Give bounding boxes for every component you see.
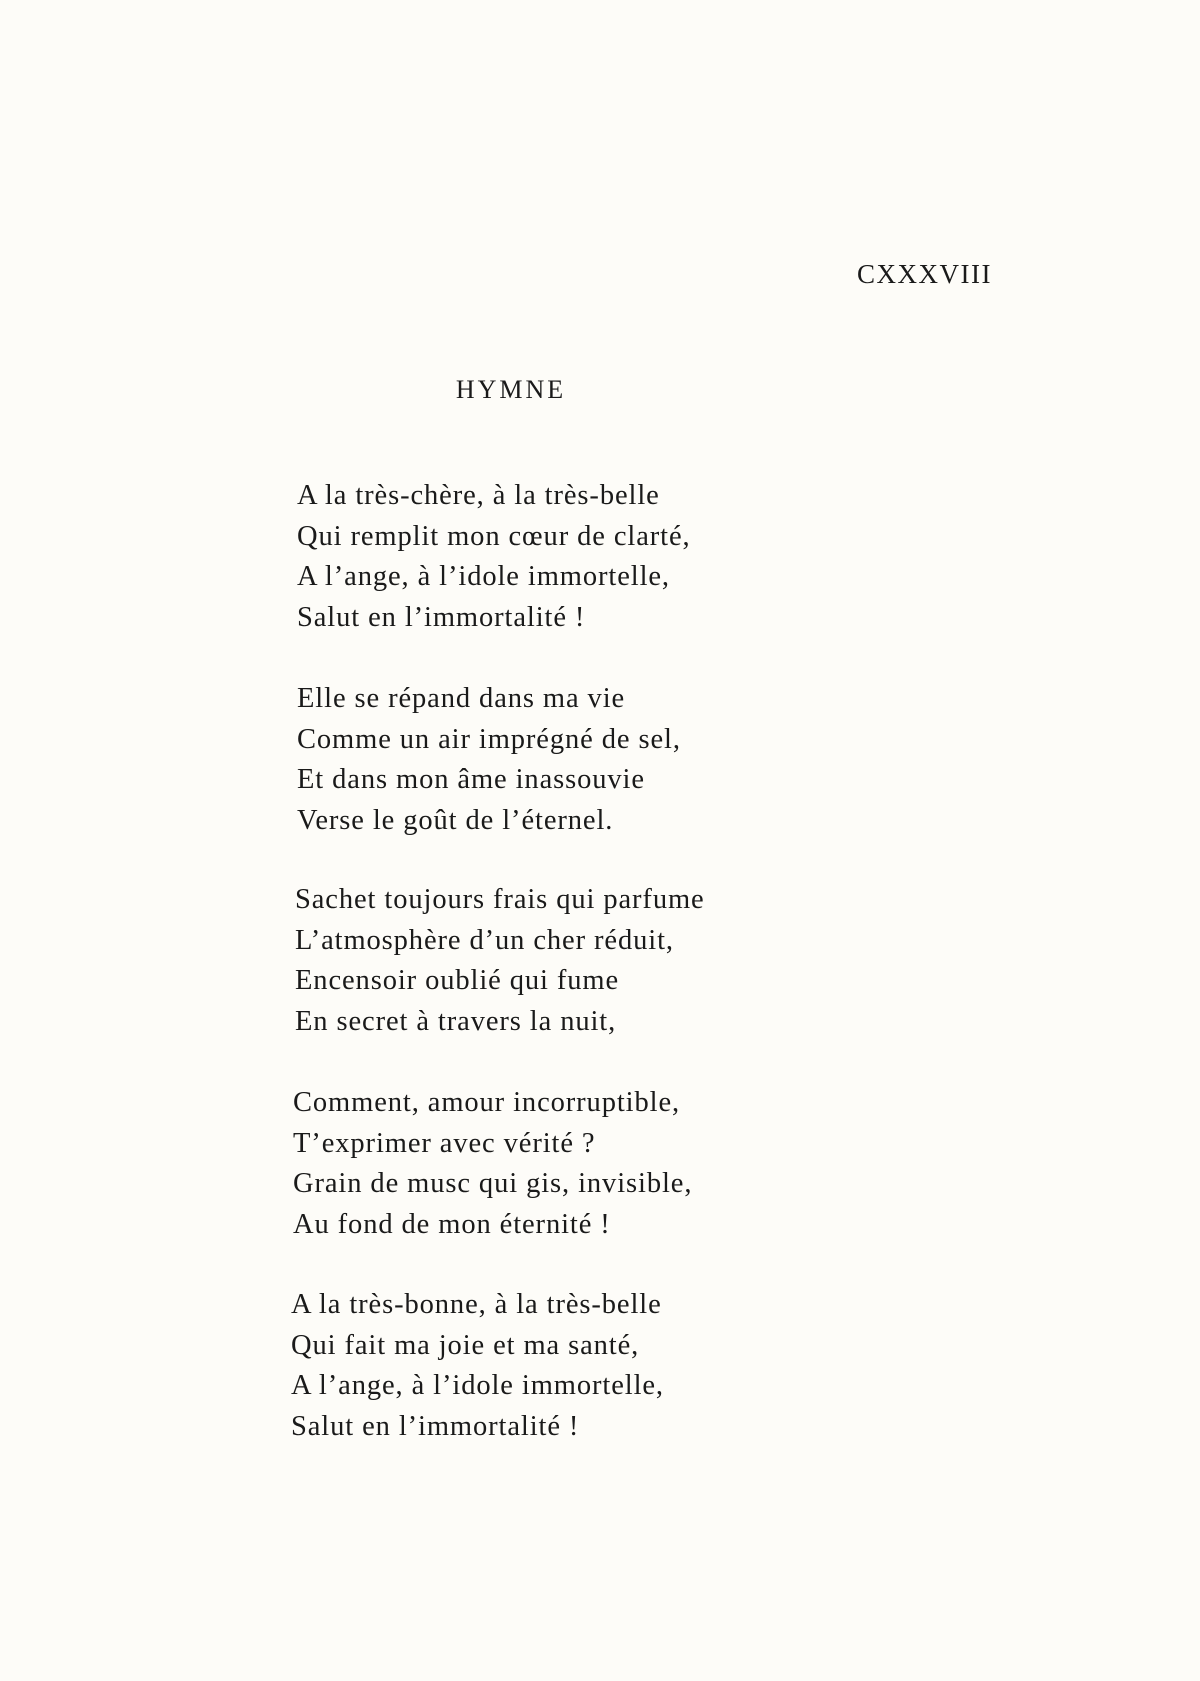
stanza-4 bbox=[293, 1083, 692, 1245]
stanza-2 bbox=[297, 679, 681, 841]
verse-line: L’atmosphère d’un cher réduit, bbox=[295, 924, 674, 956]
verse-line: Comment, amour incorruptible, bbox=[293, 1087, 681, 1118]
stanza-3 bbox=[295, 880, 705, 1042]
poem-number: CXXXVIII bbox=[857, 259, 992, 289]
verse-line: Comme un air imprégné de sel, bbox=[297, 723, 681, 755]
verse-line: Verse le goût de l’éternel. bbox=[297, 804, 614, 836]
verse-line: Au fond de mon éternité ! bbox=[293, 1208, 611, 1240]
stanza-5 bbox=[291, 1285, 664, 1447]
verse-line: En secret à travers la nuit, bbox=[295, 1005, 617, 1037]
verse-line: A la très-chère, à la très-belle bbox=[297, 480, 660, 511]
verse-line: Sachet toujours frais qui parfume bbox=[295, 884, 705, 915]
verse-line: Grain de musc qui gis, invisible, bbox=[293, 1168, 693, 1199]
verse-line: Salut en l’immortalité ! bbox=[297, 601, 586, 633]
verse-line: Salut en l’immortalité ! bbox=[291, 1410, 580, 1442]
verse-line: A l’ange, à l’idole immortelle, bbox=[297, 561, 670, 592]
poem-title: HYMNE bbox=[455, 375, 567, 404]
verse-line: Et dans mon âme inassouvie bbox=[297, 764, 645, 795]
verse-line: Encensoir oublié qui fume bbox=[295, 965, 620, 996]
verse-line: Qui fait ma joie et ma santé, bbox=[291, 1329, 640, 1361]
verse-line: A la très-bonne, à la très-belle bbox=[291, 1289, 662, 1320]
verse-line: Elle se répand dans ma vie bbox=[297, 683, 626, 714]
verse-line: Qui remplit mon cœur de clarté, bbox=[297, 520, 691, 552]
stanza-1 bbox=[297, 476, 691, 638]
verse-line: T’exprimer avec vérité ? bbox=[293, 1127, 596, 1159]
verse-line: A l’ange, à l’idole immortelle, bbox=[291, 1370, 664, 1401]
